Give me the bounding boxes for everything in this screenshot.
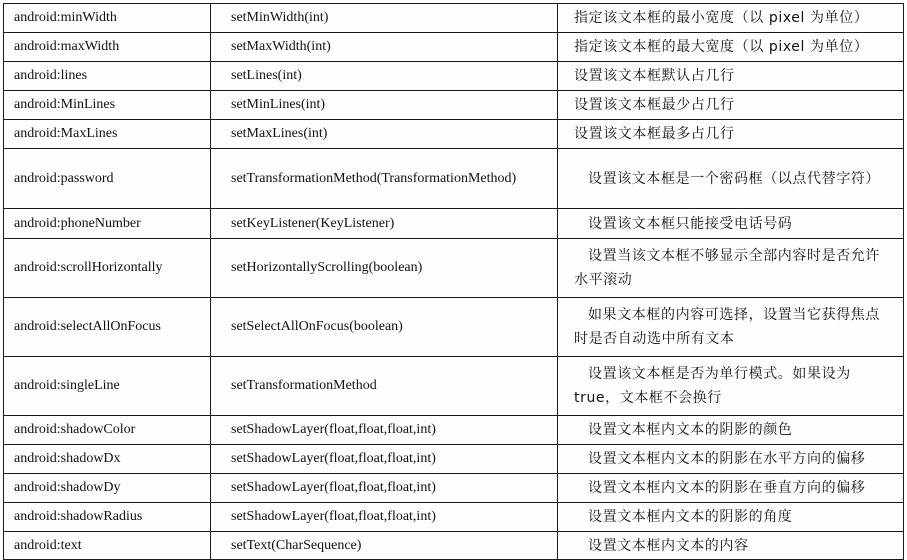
method-cell: setSelectAllOnFocus(boolean) xyxy=(211,298,558,357)
table-row xyxy=(4,239,904,298)
table-row xyxy=(4,91,904,120)
method-cell: setKeyListener(KeyListener) xyxy=(211,209,558,239)
table-row xyxy=(4,209,904,239)
method-cell: setMaxLines(int) xyxy=(211,120,558,149)
method-text: setTransformationMethod(TransformationMethod) xyxy=(231,170,517,186)
description-text: 设置该文本框是否为单行模式。如果设为 true，文本框不会换行 xyxy=(574,366,851,406)
table-row xyxy=(4,503,904,532)
method-cell: setShadowLayer(float,float,float,int) xyxy=(211,474,558,503)
description-text: 设置文本框内文本的内容 xyxy=(588,537,749,554)
description-cell xyxy=(558,445,904,474)
table-row xyxy=(4,416,904,445)
attribute-cell: android:minWidth xyxy=(4,4,211,33)
attribute-cell: android:MaxLines xyxy=(4,120,211,149)
method-cell: setShadowLayer(float,float,float,int) xyxy=(211,416,558,445)
description-cell xyxy=(558,503,904,532)
attribute-cell: android:shadowDx xyxy=(4,445,211,474)
table-row xyxy=(4,4,904,33)
description-text: 设置当该文本框不够显示全部内容时是否允许水平滚动 xyxy=(574,248,880,288)
attribute-cell: android:maxWidth xyxy=(4,33,211,62)
method-cell: setShadowLayer(float,float,float,int) xyxy=(211,503,558,532)
description-cell xyxy=(558,474,904,503)
attribute-table xyxy=(3,3,904,560)
description-cell: 设置该文本框默认占几行 xyxy=(558,62,904,91)
method-cell: setMaxWidth(int) xyxy=(211,33,558,62)
attribute-cell: android:shadowRadius xyxy=(4,503,211,532)
description-cell xyxy=(558,209,904,239)
method-cell: setHorizontallyScrolling(boolean) xyxy=(211,239,558,298)
attribute-cell: android:password xyxy=(4,149,211,209)
attribute-cell: android:MinLines xyxy=(4,91,211,120)
description-text: 设置该文本框只能接受电话号码 xyxy=(588,215,793,232)
description-cell: 设置该文本框最多占几行 xyxy=(558,120,904,149)
table-row xyxy=(4,62,904,91)
method-cell: setText(CharSequence) xyxy=(211,532,558,560)
description-text: 设置文本框内文本的阴影的颜色 xyxy=(588,422,793,438)
attribute-cell: android:singleLine xyxy=(4,357,211,416)
attribute-cell: android:shadowDy xyxy=(4,474,211,503)
description-cell xyxy=(558,416,904,445)
table-row xyxy=(4,532,904,560)
attribute-cell: android:scrollHorizontally xyxy=(4,239,211,298)
attribute-cell: android:shadowColor xyxy=(4,416,211,445)
description-text: 如果文本框的内容可选择，设置当它获得焦点时是否自动选中所有文本 xyxy=(574,307,880,347)
table-row xyxy=(4,149,904,209)
table-row xyxy=(4,120,904,149)
description-cell xyxy=(558,298,904,357)
description-cell: 指定该文本框的最小宽度（以 pixel 为单位） xyxy=(558,4,904,33)
table-row xyxy=(4,474,904,503)
attribute-cell: android:phoneNumber xyxy=(4,209,211,239)
attribute-cell: android:text xyxy=(4,532,211,560)
method-cell: setTransformationMethod xyxy=(211,357,558,416)
description-cell xyxy=(558,357,904,416)
method-cell: setMinLines(int) xyxy=(211,91,558,120)
description-text: 设置文本框内文本的阴影在垂直方向的偏移 xyxy=(588,480,866,496)
table-row xyxy=(4,298,904,357)
method-cell: setShadowLayer(float,float,float,int) xyxy=(211,445,558,474)
method-cell: setLines(int) xyxy=(211,62,558,91)
attribute-cell: android:selectAllOnFocus xyxy=(4,298,211,357)
description-cell xyxy=(558,239,904,298)
method-cell: setMinWidth(int) xyxy=(211,4,558,33)
description-text: 设置该文本框是一个密码框（以点代替字符） xyxy=(588,170,880,187)
table-row xyxy=(4,33,904,62)
table-row xyxy=(4,445,904,474)
description-cell: 指定该文本框的最大宽度（以 pixel 为单位） xyxy=(558,33,904,62)
table-row xyxy=(4,357,904,416)
attribute-cell: android:lines xyxy=(4,62,211,91)
description-cell xyxy=(558,149,904,209)
description-cell xyxy=(558,532,904,560)
description-cell: 设置该文本框最少占几行 xyxy=(558,91,904,120)
method-cell xyxy=(211,149,558,209)
description-text: 设置文本框内文本的阴影在水平方向的偏移 xyxy=(588,451,866,467)
description-text: 设置文本框内文本的阴影的角度 xyxy=(588,509,793,525)
